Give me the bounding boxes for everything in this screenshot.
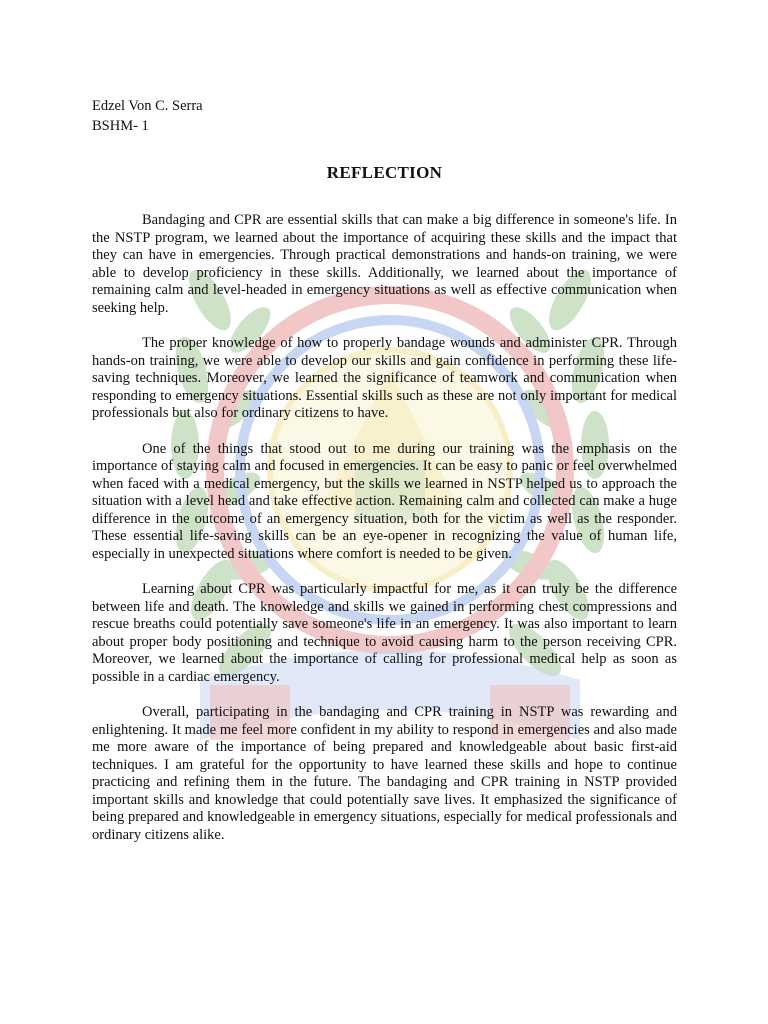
paragraph-4: Learning about CPR was particularly impactful for me, as it can truly be the difference between life and death. The knowledge and skills we gained in performing chest compressions and rescue breaths could potentially save someone's life in an emergency. It was also important to learn about proper body positioning and technique to avoid causing harm to the person receiving CPR. Moreover, we learned about the importance of calling for professional medical help as soon as possible in a cardiac emergency. xyxy=(92,581,677,685)
reflection-body xyxy=(92,212,677,844)
paragraph-5: Overall, participating in the bandaging and CPR training in NSTP was rewarding and enlightening. It made me feel more confident in my ability to respond in emergencies and also made me more aware of the importance of being prepared and knowledgeable about basic first-aid techniques. I am grateful for the opportunity to have learned these skills and hope to continue practicing and refining them in the future. The bandaging and CPR training in NSTP provided important skills and knowledge that could potentially save lives. It emphasized the significance of being prepared and knowledgeable in emergency situations, especially for medical professionals and ordinary citizens alike. xyxy=(92,704,677,843)
document-content xyxy=(92,96,677,862)
paragraph-3: One of the things that stood out to me during our training was the emphasis on the importance of staying calm and focused in emergencies. It can be easy to panic or feel overwhelmed when faced with a medical emergency, but the skills we learned in NSTP helped us to approach the situation with a level head and take effective action. Remaining calm and collected can make a huge difference in the outcome of an emergency situation, both for the victim as well as the responder. These essential life-saving skills can be an eye-opener in recognizing the value of human life, especially in unexpected situations where comfort is needed to be given. xyxy=(92,440,677,562)
paragraph-2: The proper knowledge of how to properly bandage wounds and administer CPR. Through hands-on training, we were able to develop our skills and gain confidence in performing these life-saving techniques. Moreover, we learned the significance of teamwork and communication when responding to emergency situations. Essential skills such as these are not only important for medical professionals but also for ordinary citizens to have. xyxy=(92,335,677,421)
paragraph-1: Bandaging and CPR are essential skills that can make a big difference in someone's life. In the NSTP program, we learned about the importance of acquiring these skills and the impact that they can have in emergencies. Through practical demonstrations and hands-on training, we were able to develop proficiency in these skills. Additionally, we learned about the importance of remaining calm and level-headed in emergency situations as well as effective communication when seeking help. xyxy=(92,212,677,316)
author-name: Edzel Von C. Serra xyxy=(92,98,203,114)
document-title: REFLECTION xyxy=(326,163,443,182)
author-course: BSHM- 1 xyxy=(92,118,149,134)
